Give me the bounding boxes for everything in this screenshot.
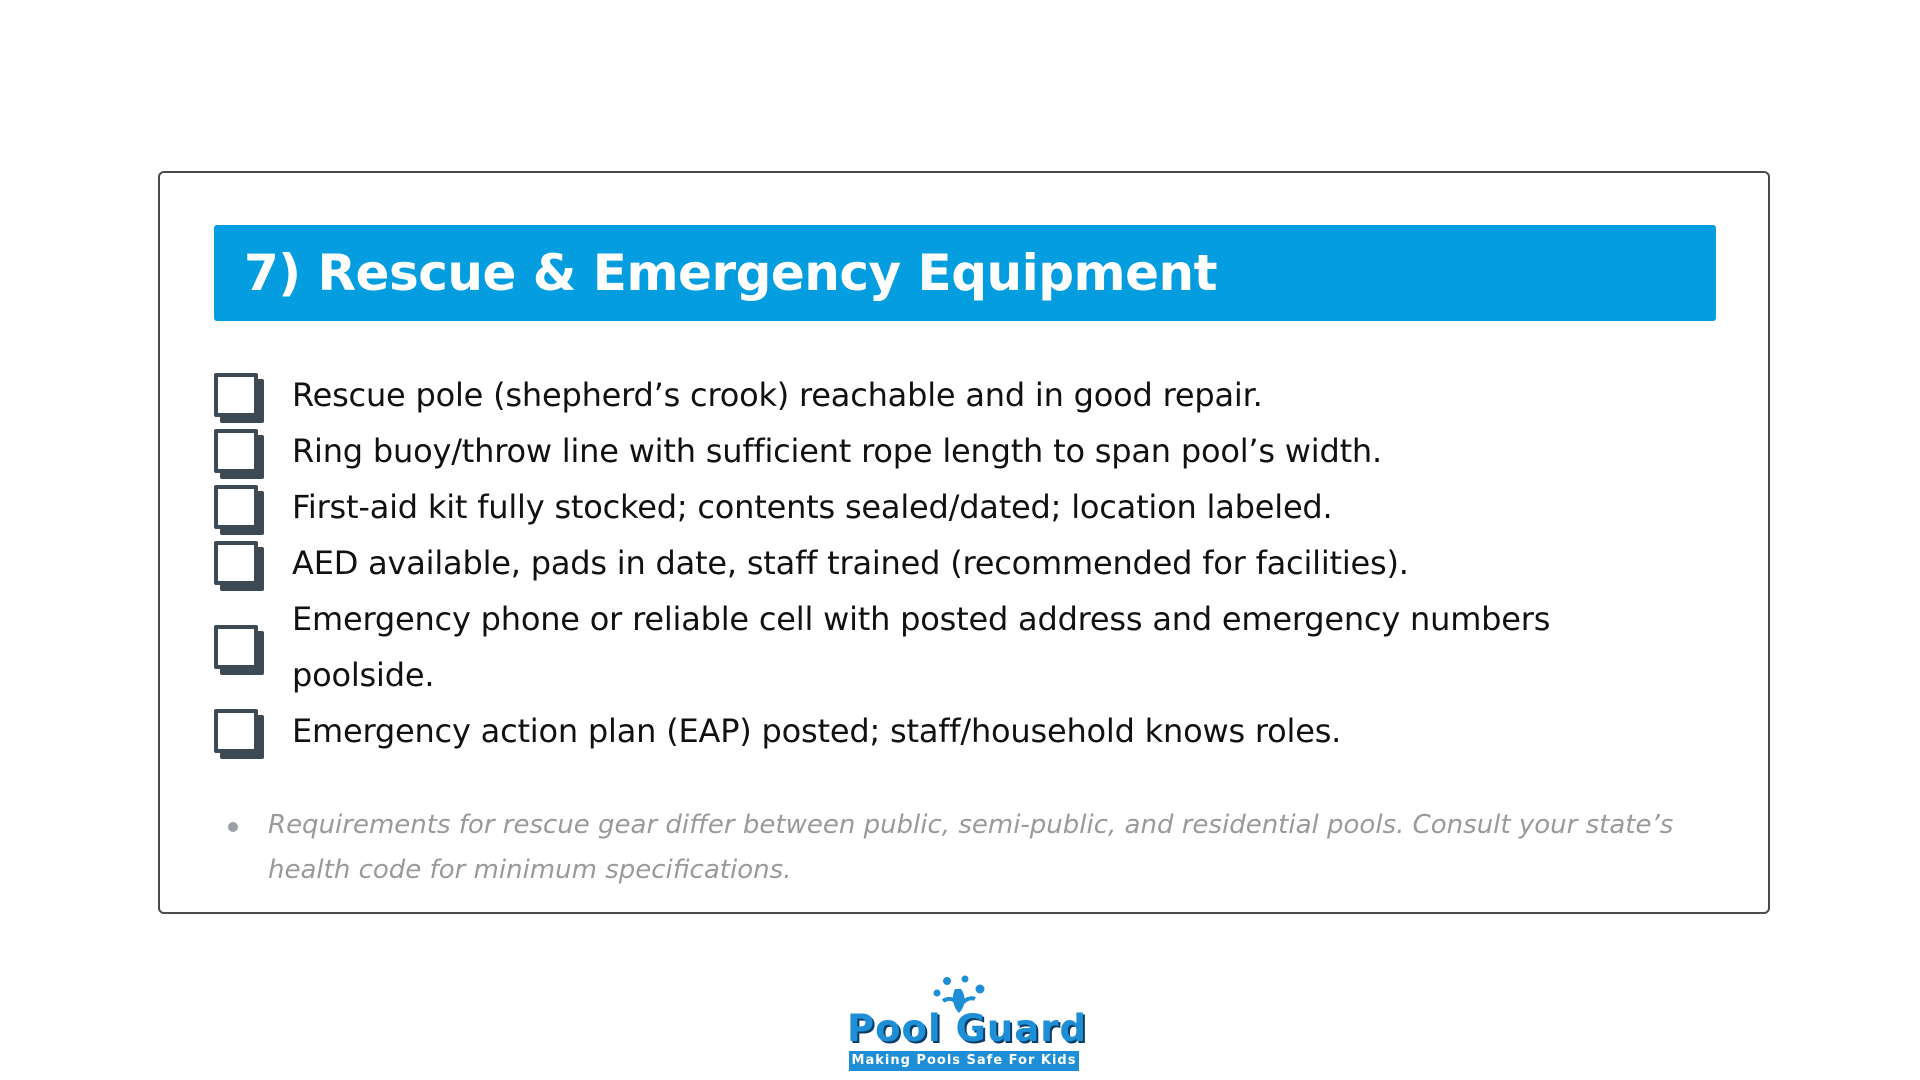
checklist-item [214, 535, 1664, 591]
checkbox-box [214, 541, 258, 585]
checklist-item [214, 367, 1664, 423]
checklist-item-label: Ring buoy/throw line with sufficient rope length to span pool’s width. [292, 432, 1382, 470]
checkbox-box [214, 429, 258, 473]
checklist [214, 367, 1664, 759]
section-header [214, 225, 1716, 321]
checklist-item-label: Emergency phone or reliable cell with posted address and emergency numbers poolside. [292, 600, 1551, 694]
checklist-item-label: Rescue pole (shepherd’s crook) reachable and in good repair. [292, 376, 1263, 414]
checkbox-box [214, 485, 258, 529]
checklist-card [158, 171, 1770, 914]
checkbox[interactable] [214, 429, 258, 473]
checklist-item [214, 423, 1664, 479]
checkbox[interactable] [214, 373, 258, 417]
checklist-item-label: AED available, pads in date, staff trained (recommended for facilities). [292, 544, 1409, 582]
checklist-item-label: Emergency action plan (EAP) posted; staff/household knows roles. [292, 712, 1342, 750]
logo-tagline: Making Pools Safe For Kids [849, 1051, 1079, 1071]
pool-guard-logo [845, 975, 1085, 1075]
checkbox[interactable] [214, 709, 258, 753]
checkbox-box [214, 373, 258, 417]
checkbox-box [214, 625, 258, 669]
checkbox[interactable] [214, 541, 258, 585]
footnote-text: Requirements for rescue gear differ between public, semi-public, and residential pools. Consult your state’s health code for minimum specifications. [268, 810, 1674, 885]
checkbox-box [214, 709, 258, 753]
checklist-item-label: First-aid kit fully stocked; contents sealed/dated; location labeled. [292, 488, 1333, 526]
checklist-item [214, 703, 1664, 759]
footnote [228, 803, 1698, 893]
checklist-item [214, 479, 1664, 535]
checkbox[interactable] [214, 625, 258, 669]
checklist-item [214, 591, 1664, 703]
logo-name: Pool Guard [847, 1007, 1087, 1050]
section-title: 7) Rescue & Emergency Equipment [244, 244, 1218, 302]
bullet-icon [228, 822, 238, 832]
checkbox[interactable] [214, 485, 258, 529]
